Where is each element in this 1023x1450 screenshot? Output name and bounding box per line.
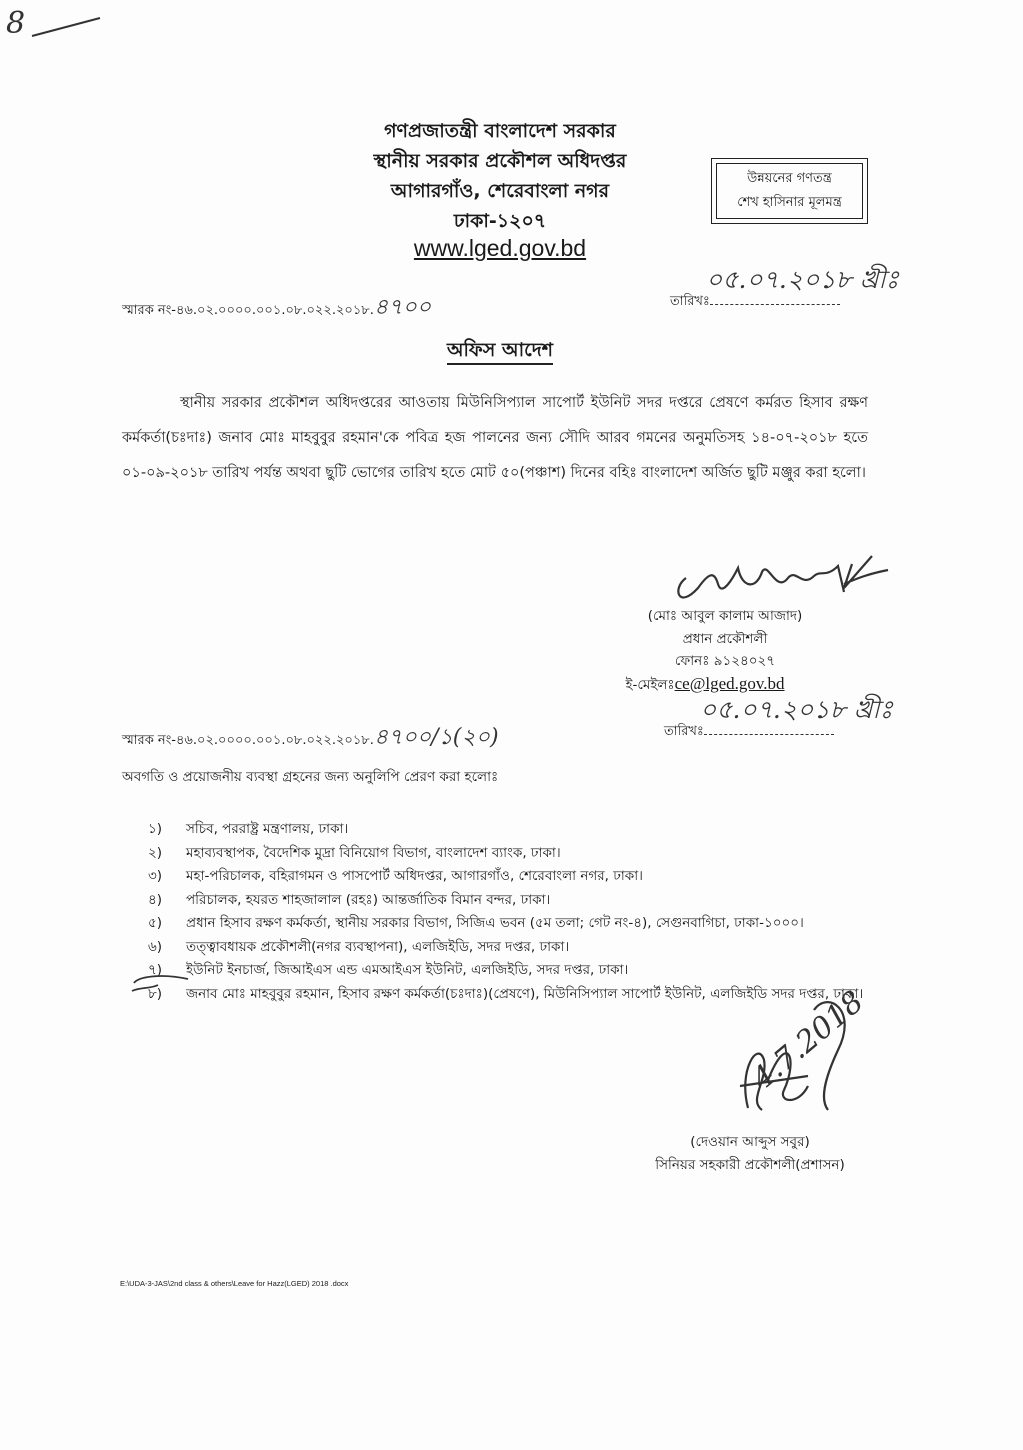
- document-title: অফিস আদেশ: [0, 336, 1000, 368]
- footer-file-path: E:\UDA-3-JAS\2nd class & others\Leave for Hazz(LGED) 2018 .docx: [120, 1279, 349, 1288]
- slogan-line-2: শেখ হাসিনার মূলমন্ত্র: [737, 195, 842, 210]
- memo-number-1: [122, 290, 431, 327]
- header-dept-title: স্থানীয় সরকার প্রকৌশল অধিদপ্তর: [373, 150, 627, 172]
- list-item-number: ৩): [148, 868, 163, 884]
- corner-handwritten-mark: 8: [6, 6, 26, 41]
- header-gov-title: গণপ্রজাতন্ত্রী বাংলাদেশ সরকার: [384, 120, 616, 142]
- order-body-text: স্থানীয় সরকার প্রকৌশল অধিদপ্তরের আওতায় মিউনিসিপ্যাল সাপোর্ট ইউনিট সদর দপ্তরে প্রেষণে কর্মরত হিসাব রক্ষণ কর্মকর্তা(চঃদাঃ) জনাব মোঃ মাহবুবুর রহমান'কে পবিত্র হজ পালনের জন্য সৌদি আরব গমনের অনুমতিসহ ১৪-০৭-২০১৮ হতে ০১-০৯-২০১৮ তারিখ পর্যন্ত অথবা ছুটি ভোগের তারিখ হতে মোট ৫০(পঞ্চাশ) দিনের বহিঃ বাংলাদেশ অর্জিত ছুটি মঞ্জুর করা হলো।: [122, 395, 868, 481]
- memo-number-label: স্মারক নং-৪৬.০২.০০০০.০০১.০৮.০২২.২০১৮.: [122, 733, 374, 748]
- list-item-number: ২): [148, 844, 163, 861]
- list-item: [148, 865, 878, 889]
- handwritten-date-2: ০৫.০৭.২০১৮ খ্রীঃ: [700, 695, 893, 724]
- list-item-number: ৪): [148, 891, 163, 908]
- list-item-number: ৮): [148, 985, 163, 1002]
- memo-handwritten-number: ৪৭০০/১(২০): [373, 725, 499, 750]
- signer1-phone: ফোনঃ ৯১২৪০২৭: [674, 653, 776, 669]
- signer1-designation: প্রধান প্রকৌশলী: [682, 630, 768, 647]
- signer1-block: [610, 605, 840, 696]
- header-address-line: আগারগাঁও, শেরেবাংলা নগর: [390, 180, 610, 202]
- signature-2: [728, 990, 898, 1130]
- tick-mark: [130, 965, 210, 1005]
- list-item: [148, 818, 878, 842]
- header-city-line: ঢাকা-১২০৭: [453, 210, 547, 232]
- list-item-text: প্রধান হিসাব রক্ষণ কর্মকর্তা, স্থানীয় সরকার বিভাগ, সিজিএ ভবন (৫ম তলা; গেট নং-৪), সেগুনবাগিচা, ঢাকা-১০০০।: [186, 915, 804, 931]
- cc-intro-text: অবগতি ও প্রয়োজনীয় ব্যবস্থা গ্রহনের জন্য অনুলিপি প্রেরণ করা হলোঃ: [122, 769, 499, 785]
- list-item-text: সচিব, পররাষ্ট্র মন্ত্রণালয়, ঢাকা।: [186, 821, 349, 837]
- signer1-name: (মোঃ আবুল কালাম আজাদ): [647, 608, 803, 624]
- list-item: [148, 912, 878, 936]
- date-label: তারিখঃ: [664, 724, 704, 739]
- header-website-link[interactable]: www.lged.gov.bd: [413, 235, 587, 261]
- signer2-handwritten-date: 4.7.2018: [745, 984, 871, 1097]
- list-item-number: ৫): [148, 915, 163, 931]
- list-item-text: জনাব মোঃ মাহবুবুর রহমান, হিসাব রক্ষণ কর্মকর্তা(চঃদাঃ)(প্রেষণে), মিউনিসিপ্যাল সাপোর্ট ইউনিট, এলজিইডি সদর দপ্তর, ঢাকা।: [186, 985, 864, 1002]
- list-item: [148, 889, 878, 913]
- signer2-designation: সিনিয়র সহকারী প্রকৌশলী(প্রশাসন): [655, 1156, 845, 1173]
- signer2-name: (দেওয়ান আব্দুস সবুর): [690, 1134, 810, 1150]
- list-item-text: পরিচালক, হযরত শাহজালাল (রহঃ) আন্তর্জাতিক বিমান বন্দর, ঢাকা।: [186, 891, 551, 908]
- list-item-text: তত্ত্বাবধায়ক প্রকৌশলী(নগর ব্যবস্থাপনা), এলজিইডি, সদর দপ্তর, ঢাকা।: [186, 938, 570, 955]
- slogan-box: [711, 158, 868, 224]
- signer2-block: [620, 1131, 880, 1176]
- memo-handwritten-number: ৪৭০০: [373, 295, 432, 320]
- email-label: ই-মেইলঃ: [625, 676, 675, 693]
- date-label: তারিখঃ: [670, 294, 710, 309]
- memo-number-label: স্মারক নং-৪৬.০২.০০০০.০০১.০৮.০২২.২০১৮.: [122, 303, 374, 318]
- list-item: [148, 842, 878, 866]
- email-link[interactable]: ce@lged.gov.bd: [674, 673, 785, 693]
- corner-stroke: [30, 14, 110, 44]
- list-item-text: ইউনিট ইনচার্জ, জিআইএস এন্ড এমআইএস ইউনিট, এলজিইডি, সদর দপ্তর, ঢাকা।: [186, 962, 629, 978]
- list-item-number: ১): [148, 821, 163, 837]
- slogan-line-1: উন্নয়নের গণতন্ত্র: [747, 171, 832, 186]
- list-item: [148, 959, 878, 983]
- handwritten-date-1: ০৫.০৭.২০১৮ খ্রীঃ: [706, 265, 899, 294]
- list-item-number: ৬): [148, 938, 163, 955]
- list-item-text: মহাব্যবস্থাপক, বৈদেশিক মুদ্রা বিনিয়োগ বিভাগ, বাংলাদেশ ব্যাংক, ঢাকা।: [186, 844, 561, 861]
- list-item: [148, 936, 878, 960]
- memo-number-2: [122, 720, 499, 757]
- list-item-text: মহা-পরিচালক, বহিরাগমন ও পাসপোর্ট অধিদপ্তর, আগারগাঁও, শেরেবাংলা নগর, ঢাকা।: [186, 868, 643, 884]
- list-item-number: ৭): [148, 962, 163, 978]
- cc-list: [148, 818, 878, 1006]
